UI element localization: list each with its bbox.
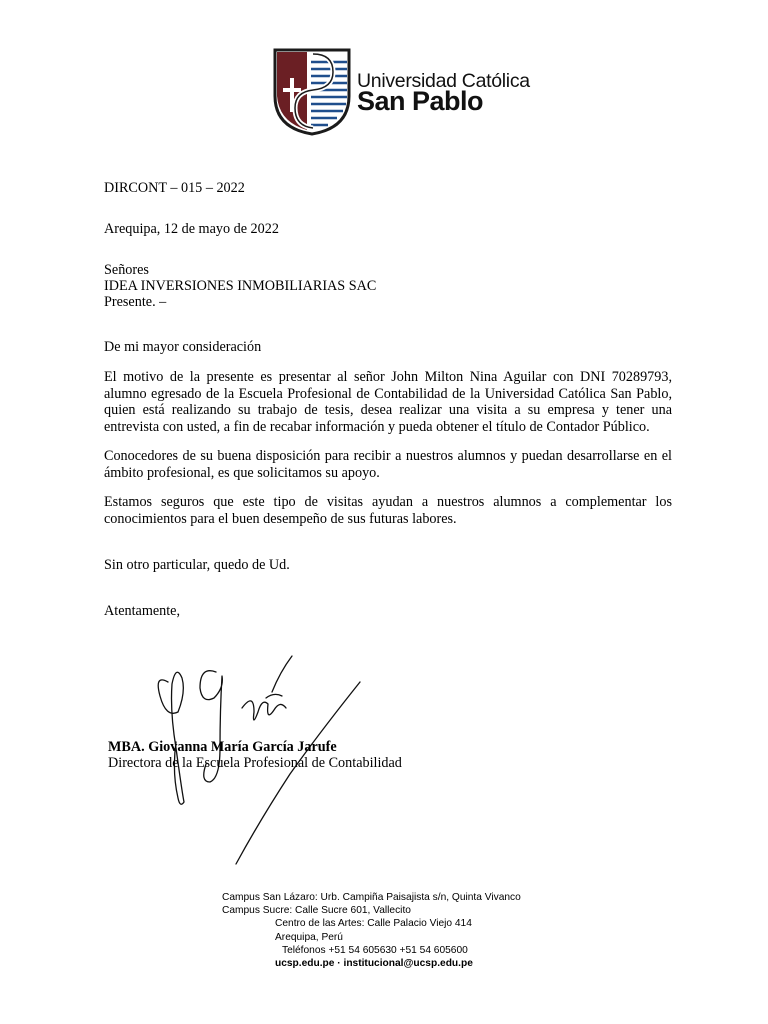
footer-centro-artes: Centro de las Artes: Calle Palacio Viejo 414: [275, 918, 472, 930]
body-paragraph-3: [104, 494, 672, 527]
university-logo: [273, 48, 530, 136]
recipient-company: IDEA INVERSIONES INMOBILIARIAS SAC: [104, 278, 377, 294]
ucsp-shield-icon: [273, 48, 351, 136]
footer-campus-san-lazaro: Campus San Lázaro: Urb. Campiña Paisajista s/n, Quinta Vivanco: [222, 892, 521, 903]
paragraph-text: Conocedores de su buena disposición para recibir a nuestros alumnos y puedan desarrollarse en el ámbito profesional, es que solicitamos su apoyo.: [104, 448, 672, 481]
university-name-line2: San Pablo: [357, 86, 484, 116]
body-paragraph-1: [104, 369, 672, 435]
paragraph-text: Estamos seguros que este tipo de visitas ayudan a nuestros alumnos a complementar los conocimientos para el buen desempeño de sus futuras labores.: [104, 494, 672, 527]
letter-date: Arequipa, 12 de mayo de 2022: [104, 221, 279, 237]
signatory-name: MBA. Giovanna María García Jarufe: [108, 739, 337, 755]
university-name-line1: Universidad Católica: [357, 70, 530, 92]
signatory-title: Directora de la Escuela Profesional de Contabilidad: [108, 755, 402, 771]
footer-campus-sucre: Campus Sucre: Calle Sucre 601, Vallecito: [222, 905, 411, 917]
recipient-salutation: Señores: [104, 262, 149, 278]
footer-city: Arequipa, Perú: [275, 931, 343, 943]
body-paragraph-2: [104, 448, 672, 481]
greeting: De mi mayor consideración: [104, 339, 262, 355]
recipient-presente: Presente. –: [104, 294, 167, 310]
sign-off: Atentamente,: [104, 603, 181, 619]
closing-line: Sin otro particular, quedo de Ud.: [104, 557, 290, 573]
footer-web-email: ucsp.edu.pe · institucional@ucsp.edu.pe: [275, 958, 473, 970]
letterhead-footer: [222, 891, 562, 970]
footer-phones: Teléfonos +51 54 605630 +51 54 605600: [282, 944, 468, 956]
letter-reference: DIRCONT – 015 – 2022: [104, 180, 245, 196]
paragraph-text: El motivo de la presente es presentar al señor John Milton Nina Aguilar con DNI 70289793, alumno egresado de la Escuela Profesional de Contabilidad de la Universidad Católica San Pablo, quien está realizando su trabajo de tesis, desea realizar una visita a su empresa y tener una entrevista con usted, a fin de recabar información y pueda obtener el título de Contador Público.: [104, 369, 672, 435]
